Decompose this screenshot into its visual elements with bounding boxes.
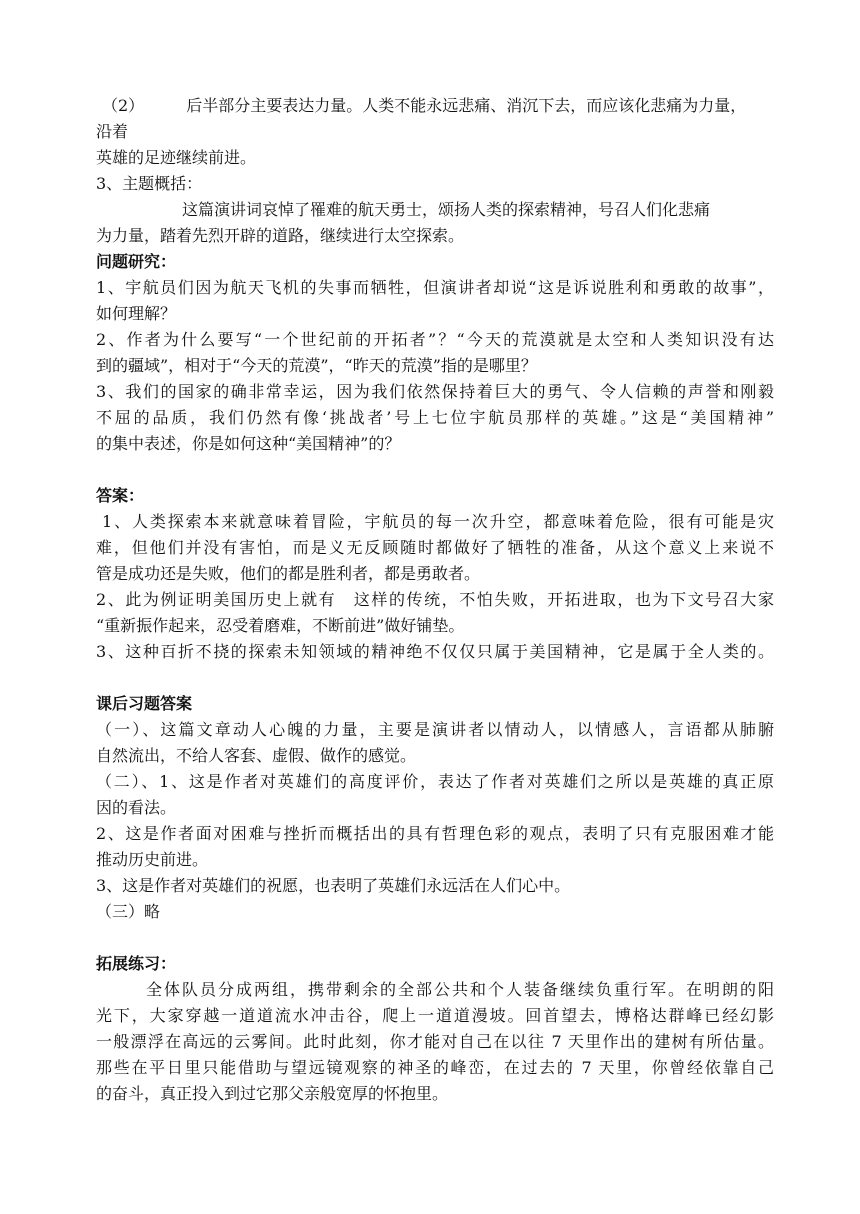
exercise-line: 因的看法。 [96, 798, 177, 817]
answers-heading: 答案： [96, 486, 145, 505]
exercise-line: （二）、1、这是作者对英雄们的高度评价，表达了作者对英雄们之所以是英雄的真正原 [96, 772, 774, 791]
exercise-line: （三）略 [96, 902, 161, 921]
question-line: 到的疆域”，相对于“今天的荒漠”，“昨天的荒漠”指的是哪里？ [96, 356, 537, 375]
answer-line: 管是成功还是失败，他们的都是胜利者，都是勇敢者。 [96, 564, 481, 583]
question-line: 不屈的品质，我们仍然有像‘挑战者’号上七位宇航员那样的英雄。”这是“美国精神” [96, 408, 774, 427]
answer-line: 1、人类探索本来就意味着冒险，宇航员的每一次升空，都意味着危险，很有可能是灾 [102, 512, 774, 531]
answer-line: 3、这种百折不挠的探索未知领域的精神绝不仅仅只属于美国精神，它是属于全人类的。 [96, 642, 774, 661]
document-page [96, 93, 774, 1107]
theme-heading: 3、主题概括： [96, 174, 203, 193]
exercise-line: 2、这是作者面对困难与挫折而概括出的具有哲理色彩的观点，表明了只有克服困难才能 [96, 824, 774, 843]
paragraph-2-text: 后半部分主要表达力量。人类不能永远悲痛、消沉下去，而应该化悲痛为力量， [186, 96, 747, 115]
answer-line: 2、此为例证明美国历史上就有 这样的传统，不怕失败，开拓进取，也为下文号召大家 [96, 590, 774, 609]
extension-line: 光下，大家穿越一道道流水冲击谷，爬上一道道漫坡。回首望去，博格达群峰已经幻影 [96, 1006, 774, 1025]
question-line: 3、我们的国家的确非常幸运，因为我们依然保持着巨大的勇气、令人信赖的声誉和刚毅 [96, 382, 774, 401]
paragraph-2-number: （2） [102, 96, 145, 115]
paragraph-2-line-2: 沿着 [96, 122, 129, 141]
exercise-line: 3、这是作者对英雄们的祝愿，也表明了英雄们永远活在人们心中。 [96, 876, 571, 895]
answer-line: 难，但他们并没有害怕，而是义无反顾随时都做好了牺牲的准备，从这个意义上来说不 [96, 538, 774, 557]
exercises-heading: 课后习题答案 [96, 694, 193, 713]
question-line: 的集中表述，你是如何这种“美国精神”的？ [96, 434, 401, 453]
extension-heading: 拓展练习： [96, 954, 177, 973]
question-line: 1、宇航员们因为航天飞机的失事而牺牲，但演讲者却说“这是诉说胜利和勇敢的故事”， [96, 278, 774, 297]
question-line: 2、作者为什么要写“一个世纪前的开拓者”？“今天的荒漠就是太空和人类知识没有达 [96, 330, 774, 349]
answer-line: “重新振作起来，忍受着磨难，不断前进”做好铺垫。 [96, 616, 465, 635]
paragraph-2-line-1 [96, 93, 774, 119]
exercise-line: 自然流出，不给人客套、虚假、做作的感觉。 [96, 746, 417, 765]
exercise-line: （一）、这篇文章动人心魄的力量，主要是演讲者以情动人，以情感人，言语都从肺腑 [96, 720, 774, 739]
theme-line-1: 这篇演讲词哀悼了罹难的航天勇士，颂扬人类的探索精神，号召人们化悲痛 [182, 200, 711, 219]
extension-line: 那些在平日里只能借助与望远镜观察的神圣的峰峦，在过去的 7 天里，你曾经依靠自己 [96, 1058, 774, 1077]
extension-line: 的奋斗，真正投入到过它那父亲般宽厚的怀抱里。 [96, 1084, 449, 1103]
extension-line: 一般漂浮在高远的云雾间。此时此刻，你才能对自己在以往 7 天里作出的建树有所估量。 [96, 1032, 774, 1051]
extension-line: 全体队员分成两组，携带剩余的全部公共和个人装备继续负重行军。在明朗的阳 [146, 980, 774, 999]
question-line: 如何理解？ [96, 304, 177, 323]
questions-heading: 问题研究： [96, 252, 177, 271]
paragraph-2-line-3: 英雄的足迹继续前进。 [96, 148, 257, 167]
exercise-line: 推动历史前进。 [96, 850, 209, 869]
theme-line-2: 为力量，踏着先烈开辟的道路，继续进行太空探索。 [96, 226, 465, 245]
